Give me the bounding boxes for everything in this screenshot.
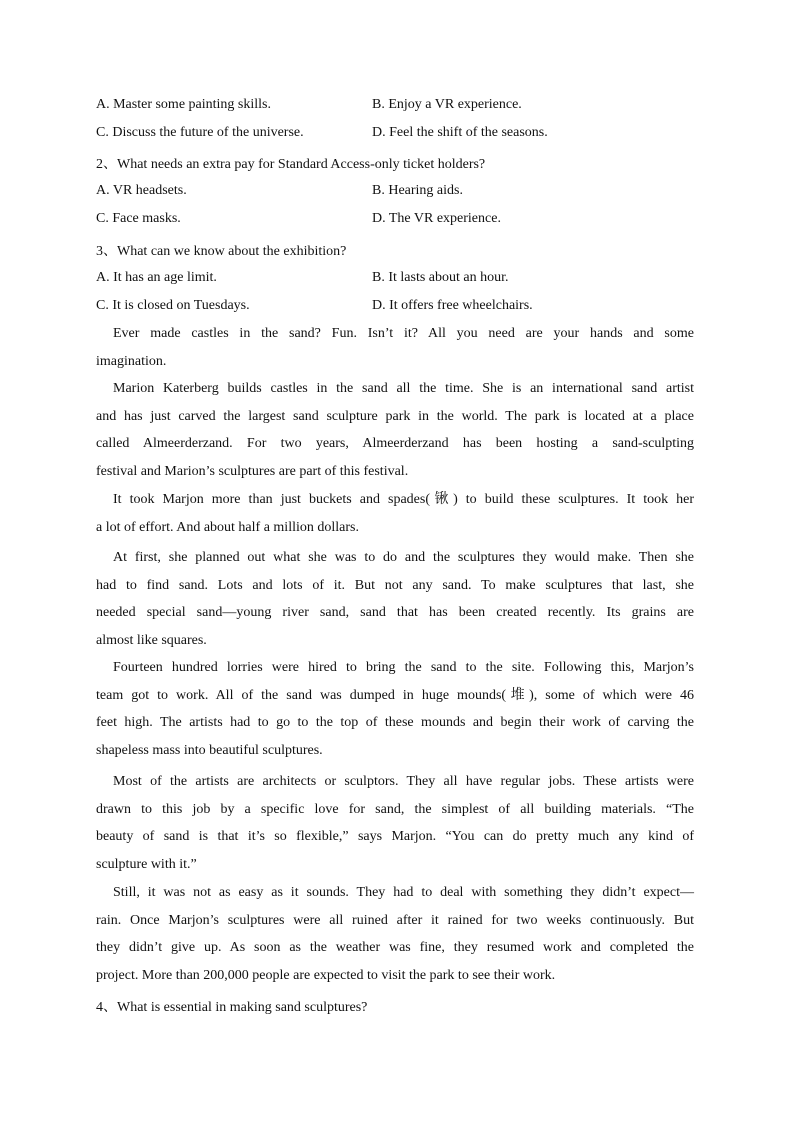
passage-line: rain. Once Marjon’s sculptures were all ruined after it rained for two weeks continuously. But bbox=[96, 912, 694, 928]
passage-line: sculpture with it.” bbox=[96, 856, 197, 872]
passage-line: almost like squares. bbox=[96, 632, 207, 648]
q2-question: 2、What needs an extra pay for Standard Access-only ticket holders? bbox=[96, 157, 486, 172]
passage-line: had to find sand. Lots and lots of it. But not any sand. To make sculptures that last, she bbox=[96, 577, 694, 593]
passage-line: feet high. The artists had to go to the top of these mounds and begin their work of carving the bbox=[96, 715, 694, 731]
passage-line: and has just carved the largest sand sculpture park in the world. The park is located at a place bbox=[96, 408, 694, 424]
q4-question: 4、What is essential in making sand sculptures? bbox=[96, 1000, 368, 1015]
passage-line: project. More than 200,000 people are expected to visit the park to see their work. bbox=[96, 967, 556, 983]
passage-paragraph-6 bbox=[96, 768, 694, 878]
passage-line: team got to work. All of the sand was dumped in huge mounds(堆), some of which were 46 bbox=[96, 687, 694, 703]
passage-line: Ever made castles in the sand? Fun. Isn’t it? All you need are your hands and some bbox=[113, 326, 694, 341]
passage-line: imagination. bbox=[96, 353, 167, 369]
passage-line: needed special sand—young river sand, sand that has been created recently. Its grains are bbox=[96, 605, 694, 621]
q3-options-row-1 bbox=[96, 270, 716, 290]
passage-line: It took Marjon more than just buckets and spades(锹) to build these sculptures. It took her bbox=[113, 492, 694, 507]
passage-line: At first, she planned out what she was to do and the sculptures they would make. Then she bbox=[113, 550, 694, 565]
passage-line: shapeless mass into beautiful sculptures. bbox=[96, 742, 323, 758]
q2-option-a: A. VR headsets. bbox=[96, 183, 187, 198]
q1-option-b: B. Enjoy a VR experience. bbox=[372, 97, 522, 112]
q2-option-c: C. Face masks. bbox=[96, 211, 181, 226]
q1-options-row-2 bbox=[96, 125, 716, 145]
q1-option-d: D. Feel the shift of the seasons. bbox=[372, 125, 548, 140]
passage-line: a lot of effort. And about half a million dollars. bbox=[96, 519, 359, 535]
passage-line: they didn’t give up. As soon as the weather was fine, they resumed work and completed the bbox=[96, 940, 694, 956]
passage-line: festival and Marion’s sculptures are part of this festival. bbox=[96, 463, 409, 479]
q1-option-c: C. Discuss the future of the universe. bbox=[96, 125, 304, 140]
q1-option-a: A. Master some painting skills. bbox=[96, 97, 271, 112]
passage-line: Fourteen hundred lorries were hired to bring the sand to the site. Following this, Marjon’s bbox=[113, 660, 694, 675]
q3-option-d: D. It offers free wheelchairs. bbox=[372, 298, 533, 313]
q2-options-row-2 bbox=[96, 211, 716, 231]
passage-paragraph-7 bbox=[96, 879, 694, 989]
passage-line: Most of the artists are architects or sculptors. They all have regular jobs. These artists were bbox=[113, 774, 694, 789]
q3-option-a: A. It has an age limit. bbox=[96, 270, 217, 285]
passage-line: beauty of sand is that it’s so flexible,” says Marjon. “You can do pretty much any kind of bbox=[96, 829, 694, 845]
q3-question: 3、What can we know about the exhibition? bbox=[96, 244, 347, 259]
q2-option-b: B. Hearing aids. bbox=[372, 183, 463, 198]
passage-paragraph-3 bbox=[96, 486, 694, 541]
passage-line: Marion Katerberg builds castles in the sand all the time. She is an international sand artist bbox=[113, 381, 694, 396]
passage-paragraph-4 bbox=[96, 544, 694, 654]
passage-line: Still, it was not as easy as it sounds. They had to deal with something they didn’t expect— bbox=[113, 885, 694, 900]
passage-paragraph-5 bbox=[96, 654, 694, 764]
q3-option-b: B. It lasts about an hour. bbox=[372, 270, 509, 285]
passage-paragraph-2 bbox=[96, 375, 694, 485]
q3-option-c: C. It is closed on Tuesdays. bbox=[96, 298, 250, 313]
q1-options-row-1 bbox=[96, 97, 716, 117]
passage-paragraph-1 bbox=[96, 320, 694, 375]
q3-options-row-2 bbox=[96, 298, 716, 318]
q2-options-row-1 bbox=[96, 183, 716, 203]
q2-option-d: D. The VR experience. bbox=[372, 211, 501, 226]
passage-line: drawn to this job by a specific love for sand, the simplest of all building materials. “The bbox=[96, 801, 694, 817]
passage-line: called Almeerderzand. For two years, Almeerderzand has been hosting a sand-sculpting bbox=[96, 436, 694, 452]
